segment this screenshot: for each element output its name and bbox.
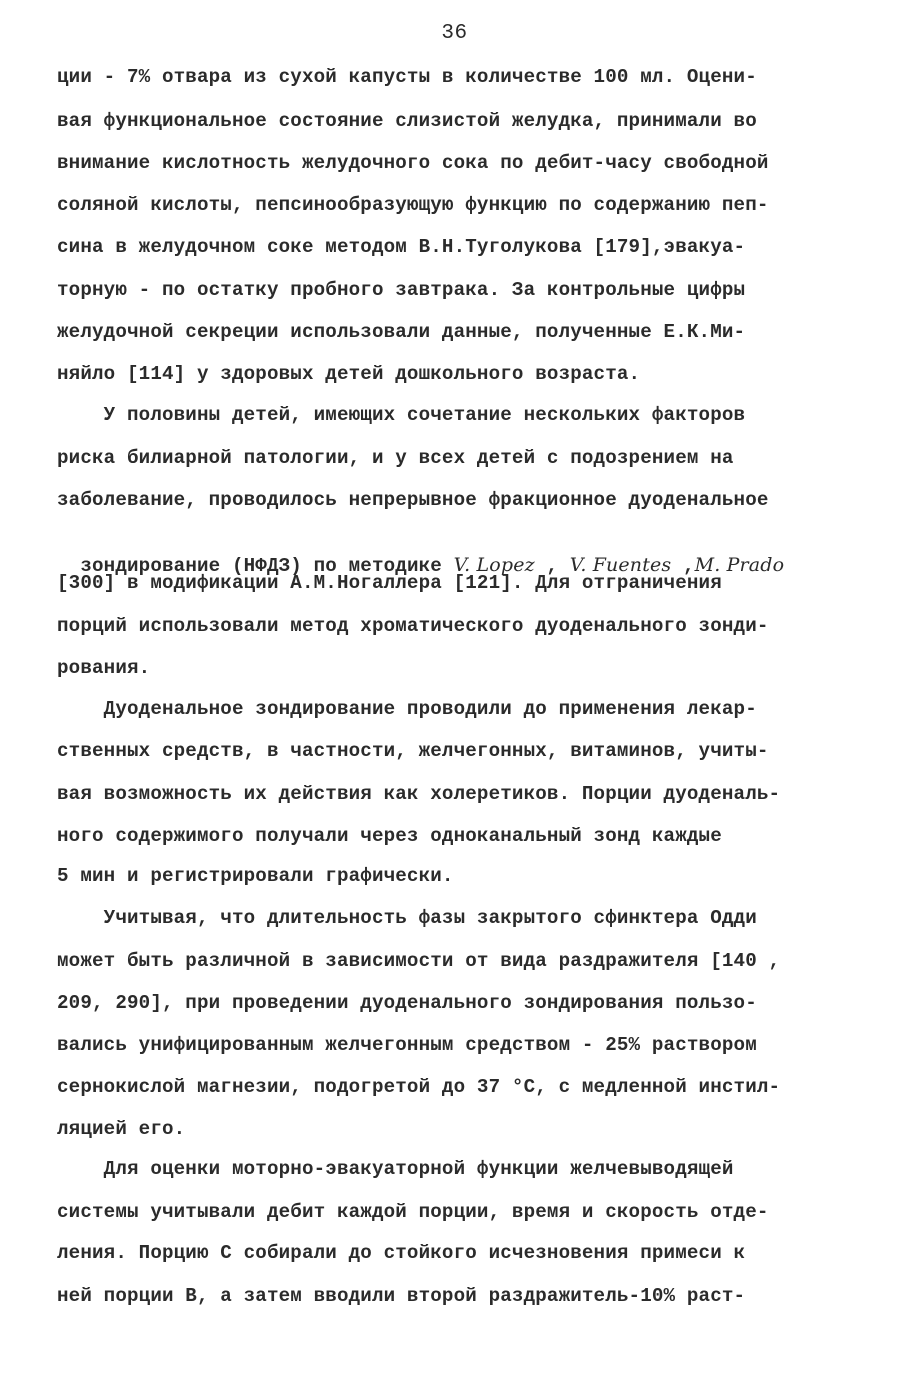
text-line: ней порции В, а затем вводили второй раздражитель-10% раст-: [57, 1285, 746, 1307]
text-line: ции - 7% отвара из сухой капусты в количестве 100 мл. Оцени-: [57, 66, 757, 88]
text-line: сернокислой магнезии, подогретой до 37 °С, с медленной инстил-: [57, 1076, 781, 1098]
text-line: внимание кислотность желудочного сока по дебит-часу свободной: [57, 152, 769, 174]
text-line: ления. Порцию С собирали до стойкого исчезновения примеси к: [57, 1242, 746, 1264]
text-line: У половины детей, имеющих сочетание нескольких факторов: [57, 404, 746, 426]
text-line: может быть различной в зависимости от вида раздражителя [140 ,: [57, 950, 781, 972]
handwritten-author-1: V. Lopez: [453, 554, 535, 576]
separator: ,: [534, 555, 570, 577]
text-line: сина в желудочном соке методом В.Н.Туголукова [179],эвакуа-: [57, 236, 746, 258]
separator: ,: [671, 555, 695, 577]
text-line: соляной кислоты, пепсинообразующую функцию по содержанию пеп-: [57, 194, 769, 216]
text-line: риска билиарной патологии, и у всех детей с подозрением на: [57, 447, 734, 469]
handwritten-author-2: V. Fuentes: [569, 554, 672, 576]
text-line: 209, 290], при проведении дуоденального зондирования пользо-: [57, 992, 757, 1014]
page-number: 36: [441, 22, 468, 45]
text-line: [300] в модификации А.М.Ногаллера [121]. Для отграничения: [57, 572, 722, 594]
text-line: желудочной секреции использовали данные, полученные Е.К.Ми-: [57, 321, 746, 343]
text-line: вая возможность их действия как холеретиков. Порции дуоденаль-: [57, 783, 781, 805]
text-line: заболевание, проводилось непрерывное фракционное дуоденальное: [57, 489, 769, 511]
text-line: ственных средств, в частности, желчегонных, витаминов, учиты-: [57, 740, 769, 762]
text-line: вая функциональное состояние слизистой желудка, принимали во: [57, 110, 757, 132]
typed-text: зондирование (НФДЗ) по методике: [80, 555, 454, 577]
text-line: няйло [114] у здоровых детей дошкольного возраста.: [57, 363, 641, 385]
text-line: ляцией его.: [57, 1118, 186, 1140]
text-line: Учитывая, что длительность фазы закрытого сфинктера Одди: [57, 907, 757, 929]
text-line: рования.: [57, 657, 151, 679]
text-line: 5 мин и регистрировали графически.: [57, 865, 454, 887]
text-line: ного содержимого получали через одноканальный зонд каждые: [57, 825, 722, 847]
text-line: порций использовали метод хроматического дуоденального зонди-: [57, 615, 769, 637]
text-line: Для оценки моторно-эвакуаторной функции желчевыводящей: [57, 1158, 734, 1180]
handwritten-author-3: M. Prado: [694, 554, 785, 576]
text-line: торную - по остатку пробного завтрака. За контрольные цифры: [57, 279, 746, 301]
text-line: вались унифицированным желчегонным средством - 25% раствором: [57, 1034, 757, 1056]
text-line: системы учитывали дебит каждой порции, время и скорость отде-: [57, 1201, 769, 1223]
text-line: Дуоденальное зондирование проводили до применения лекар-: [57, 698, 757, 720]
